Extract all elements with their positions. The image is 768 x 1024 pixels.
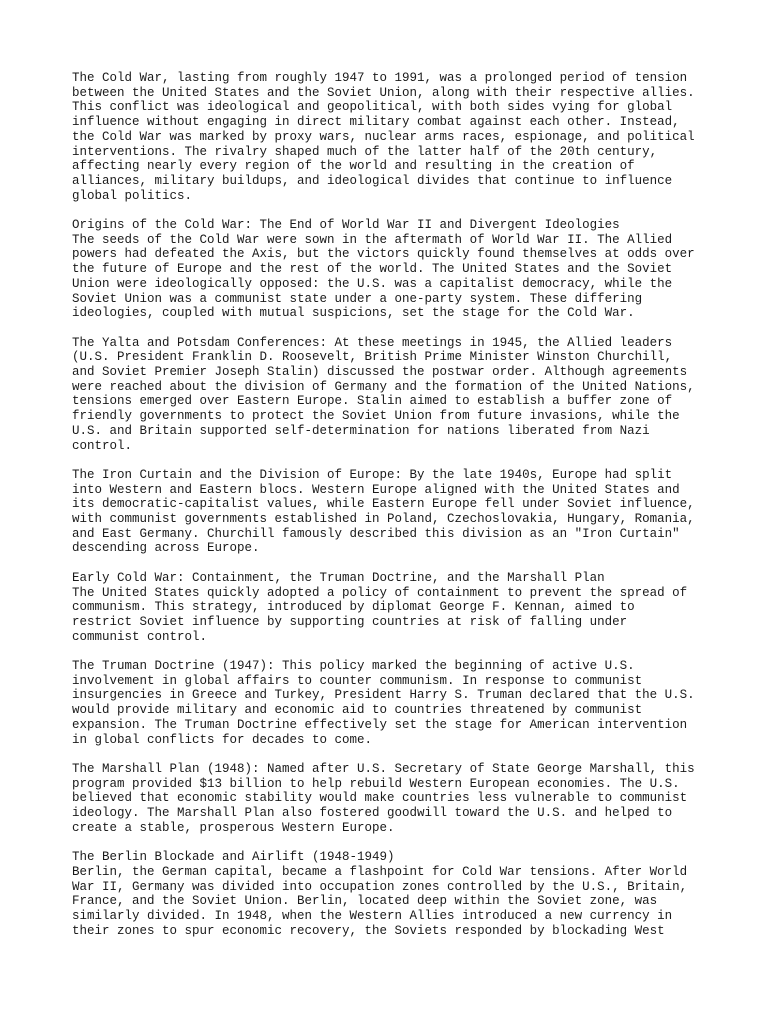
section-heading: The Berlin Blockade and Airlift (1948-1949)	[72, 850, 395, 865]
text-line: were reached about the division of Germany and the formation of the United Nations,	[72, 379, 695, 394]
text-line: involvement in global affairs to counter communism. In response to communist	[72, 673, 643, 688]
text-line: The Cold War, lasting from roughly 1947 to 1991, was a prolonged period of tension	[72, 71, 688, 85]
text-line: This conflict was ideological and geopolitical, with both sides vying for global	[72, 100, 673, 115]
text-line: would provide military and economic aid to countries threatened by communist	[72, 703, 643, 718]
text-line: ideology. The Marshall Plan also fostered goodwill toward the U.S. and helped to	[72, 806, 673, 821]
section-heading: Origins of the Cold War: The End of World War II and Divergent Ideologies	[72, 218, 620, 233]
text-line: The Marshall Plan (1948): Named after U.S. Secretary of State George Marshall, this	[72, 761, 695, 776]
section-heading: Early Cold War: Containment, the Truman Doctrine, and the Marshall Plan	[72, 570, 605, 585]
paragraph-yalta-potsdam	[72, 336, 712, 454]
text-line: affecting nearly every region of the world and resulting in the creation of	[72, 159, 635, 174]
text-line: expansion. The Truman Doctrine effectively set the stage for American intervention	[72, 717, 688, 732]
text-line: into Western and Eastern blocs. Western Europe aligned with the United States and	[72, 482, 680, 497]
text-line: The Truman Doctrine (1947): This policy marked the beginning of active U.S.	[72, 659, 635, 674]
text-line: War II, Germany was divided into occupation zones controlled by the U.S., Britain,	[72, 879, 688, 894]
text-line: alliances, military buildups, and ideological divides that continue to influence	[72, 173, 673, 188]
text-line: the future of Europe and the rest of the world. The United States and the Soviet	[72, 262, 673, 277]
text-line: The United States quickly adopted a policy of containment to prevent the spread of	[72, 585, 688, 600]
text-line: (U.S. President Franklin D. Roosevelt, British Prime Minister Winston Churchill,	[72, 350, 673, 365]
text-line: with communist governments established in Poland, Czechoslovakia, Hungary, Romania,	[72, 512, 695, 527]
paragraph-berlin-blockade	[72, 850, 712, 938]
text-line: ideologies, coupled with mutual suspicions, set the stage for the Cold War.	[72, 306, 635, 321]
text-line: The Yalta and Potsdam Conferences: At these meetings in 1945, the Allied leaders	[72, 335, 673, 350]
text-line: tensions emerged over Eastern Europe. Stalin aimed to establish a buffer zone of	[72, 394, 673, 409]
text-line: powers had defeated the Axis, but the victors quickly found themselves at odds over	[72, 247, 695, 262]
text-line: similarly divided. In 1948, when the Western Allies introduced a new currency in	[72, 908, 673, 923]
paragraph-iron-curtain	[72, 468, 712, 556]
text-line: insurgencies in Greece and Turkey, President Harry S. Truman declared that the U.S.	[72, 688, 695, 703]
text-line: Soviet Union was a communist state under a one-party system. These differing	[72, 291, 643, 306]
text-line: restrict Soviet influence by supporting countries at risk of falling under	[72, 614, 628, 629]
text-line: in global conflicts for decades to come.	[72, 732, 373, 747]
paragraph-origins	[72, 218, 712, 321]
text-line: and Soviet Premier Joseph Stalin) discussed the postwar order. Although agreements	[72, 365, 688, 380]
text-line: U.S. and Britain supported self-determination for nations liberated from Nazi	[72, 423, 650, 438]
text-line: believed that economic stability would make countries less vulnerable to communist	[72, 791, 688, 806]
text-line: descending across Europe.	[72, 541, 260, 556]
text-line: Union were ideologically opposed: the U.S. was a capitalist democracy, while the	[72, 276, 673, 291]
text-line: their zones to spur economic recovery, the Soviets responded by blockading West	[72, 923, 665, 938]
text-line: The seeds of the Cold War were sown in the aftermath of World War II. The Allied	[72, 232, 673, 247]
text-line: global politics.	[72, 188, 193, 203]
text-line: between the United States and the Soviet Union, along with their respective allies.	[72, 85, 695, 100]
document-page	[72, 71, 712, 953]
paragraph-marshall-plan	[72, 762, 712, 836]
text-line: friendly governments to protect the Soviet Union from future invasions, while the	[72, 409, 680, 424]
text-line: create a stable, prosperous Western Europe.	[72, 820, 395, 835]
paragraph-intro	[72, 71, 712, 203]
paragraph-early-cold-war	[72, 571, 712, 645]
text-line: influence without engaging in direct military combat against each other. Instead,	[72, 115, 680, 130]
text-line: program provided $13 billion to help rebuild Western European economies. The U.S.	[72, 776, 680, 791]
text-line: its democratic-capitalist values, while Eastern Europe fell under Soviet influence,	[72, 497, 695, 512]
text-line: communist control.	[72, 629, 208, 644]
text-line: and East Germany. Churchill famously described this division as an "Iron Curtain"	[72, 526, 680, 541]
text-line: France, and the Soviet Union. Berlin, located deep within the Soviet zone, was	[72, 894, 658, 909]
paragraph-truman-doctrine	[72, 659, 712, 747]
text-line: interventions. The rivalry shaped much of the latter half of the 20th century,	[72, 144, 658, 159]
text-line: The Iron Curtain and the Division of Europe: By the late 1940s, Europe had split	[72, 467, 673, 482]
text-line: Berlin, the German capital, became a flashpoint for Cold War tensions. After World	[72, 864, 688, 879]
text-line: communism. This strategy, introduced by diplomat George F. Kennan, aimed to	[72, 600, 635, 615]
text-line: the Cold War was marked by proxy wars, nuclear arms races, espionage, and political	[72, 129, 695, 144]
text-line: control.	[72, 438, 133, 453]
